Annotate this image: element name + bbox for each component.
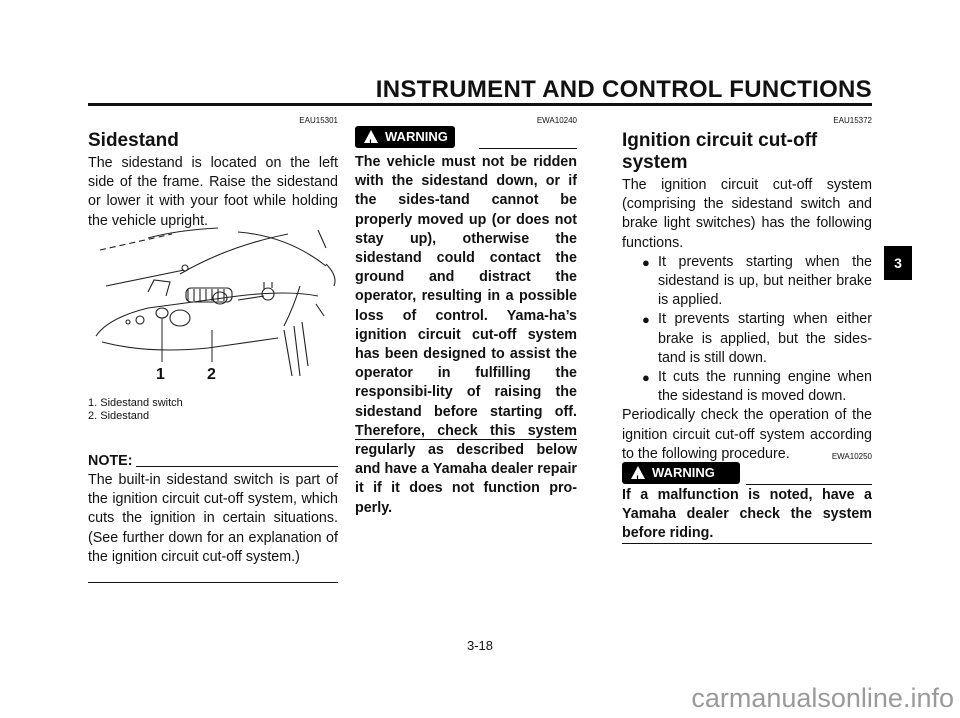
bullet-icon: ● — [642, 254, 650, 270]
bullet-icon: ● — [642, 312, 650, 328]
section-heading: Sidestand — [88, 130, 179, 151]
list-item: ● It prevents starting when the sidestand is up, but neither brake is applied. — [642, 253, 872, 309]
section-heading: Ignition circuit cut-off system — [622, 130, 818, 173]
caption-1: 1. Sidestand switch — [88, 397, 183, 409]
page-number: 3-18 — [466, 638, 494, 653]
warning-badge — [622, 462, 740, 484]
warning-end-rule — [622, 543, 872, 544]
warning-label: WARNING — [385, 129, 448, 144]
list-item: ● It prevents starting when either brake is applied, but the sides-tand is still down. — [642, 311, 872, 366]
callout-1: 1 — [156, 366, 165, 383]
cutoff-after: Periodically check the operation of the ignition circuit cut-off system according to the following procedure. — [622, 407, 872, 462]
note-end-rule — [88, 582, 338, 583]
warning-body — [355, 153, 577, 518]
sidestand-illustration — [88, 226, 338, 386]
sidestand-figure — [88, 226, 338, 386]
warning-text: If a malfunction is noted, have a Yamaha dealer check the system before riding. — [622, 487, 872, 542]
cutoff-section — [622, 130, 872, 464]
callout-2: 2 — [207, 366, 216, 383]
caption-2: 2. Sidestand — [88, 410, 150, 422]
warning-rule — [746, 484, 872, 485]
function-list — [622, 253, 872, 407]
sidestand-section — [88, 130, 338, 231]
section-code: EAU15301 — [299, 116, 338, 125]
sidestand-intro: The sidestand is located on the left side of the frame. Raise the sidestand or lower it with your foot while holding the vehicle upright. — [88, 155, 338, 229]
note-rule — [136, 466, 338, 467]
warning-badge — [355, 126, 455, 148]
warning-body — [622, 486, 872, 544]
warning-text: The vehicle must not be ridden with the sidestand down, or if the sides-tand cannot be properly moved up (or does not stay up), otherwise the sidestand could contact the ground and distract the operator, resulting in a possible loss of control. Yama-ha’s ignition circuit cut-off system has been designed to assist the operator in fulfilling the responsibi-lity of raising the sidestand before starting off. Therefore, check this system regularly as described below and have a Yamaha dealer repair it if it does not function pro-perly. — [355, 154, 577, 516]
warning-code: EWA10240 — [536, 116, 577, 125]
warning-triangle-icon: ! — [631, 466, 645, 479]
warning-rule — [479, 148, 577, 149]
section-code: EAU15372 — [833, 116, 872, 125]
page-header-title: INSTRUMENT AND CONTROL FUNCTIONS — [375, 76, 872, 103]
chapter-tab: 3 — [884, 246, 912, 280]
warning-end-rule — [355, 439, 577, 440]
note-body — [88, 471, 338, 567]
warning-label: WARNING — [652, 465, 715, 480]
cutoff-intro: The ignition circuit cut-off system (comprising the sidestand switch and brake light switches) has the following functions. — [622, 177, 872, 251]
header-rule — [88, 103, 872, 106]
warning-code: EWA10250 — [831, 452, 872, 461]
list-item: ● It cuts the running engine when the sidestand is moved down. — [642, 369, 872, 405]
watermark: carmanualsonline.info — [691, 683, 954, 713]
figure-captions — [88, 397, 338, 423]
note-title: NOTE: — [88, 453, 133, 469]
bullet-icon: ● — [642, 370, 650, 386]
note-text: The built-in sidestand switch is part of the ignition circuit cut-off system, which cuts the ignition in certain situations. (See further down for an explanation of the ignition circuit cut-off system.) — [88, 472, 338, 565]
warning-triangle-icon: ! — [364, 130, 378, 143]
